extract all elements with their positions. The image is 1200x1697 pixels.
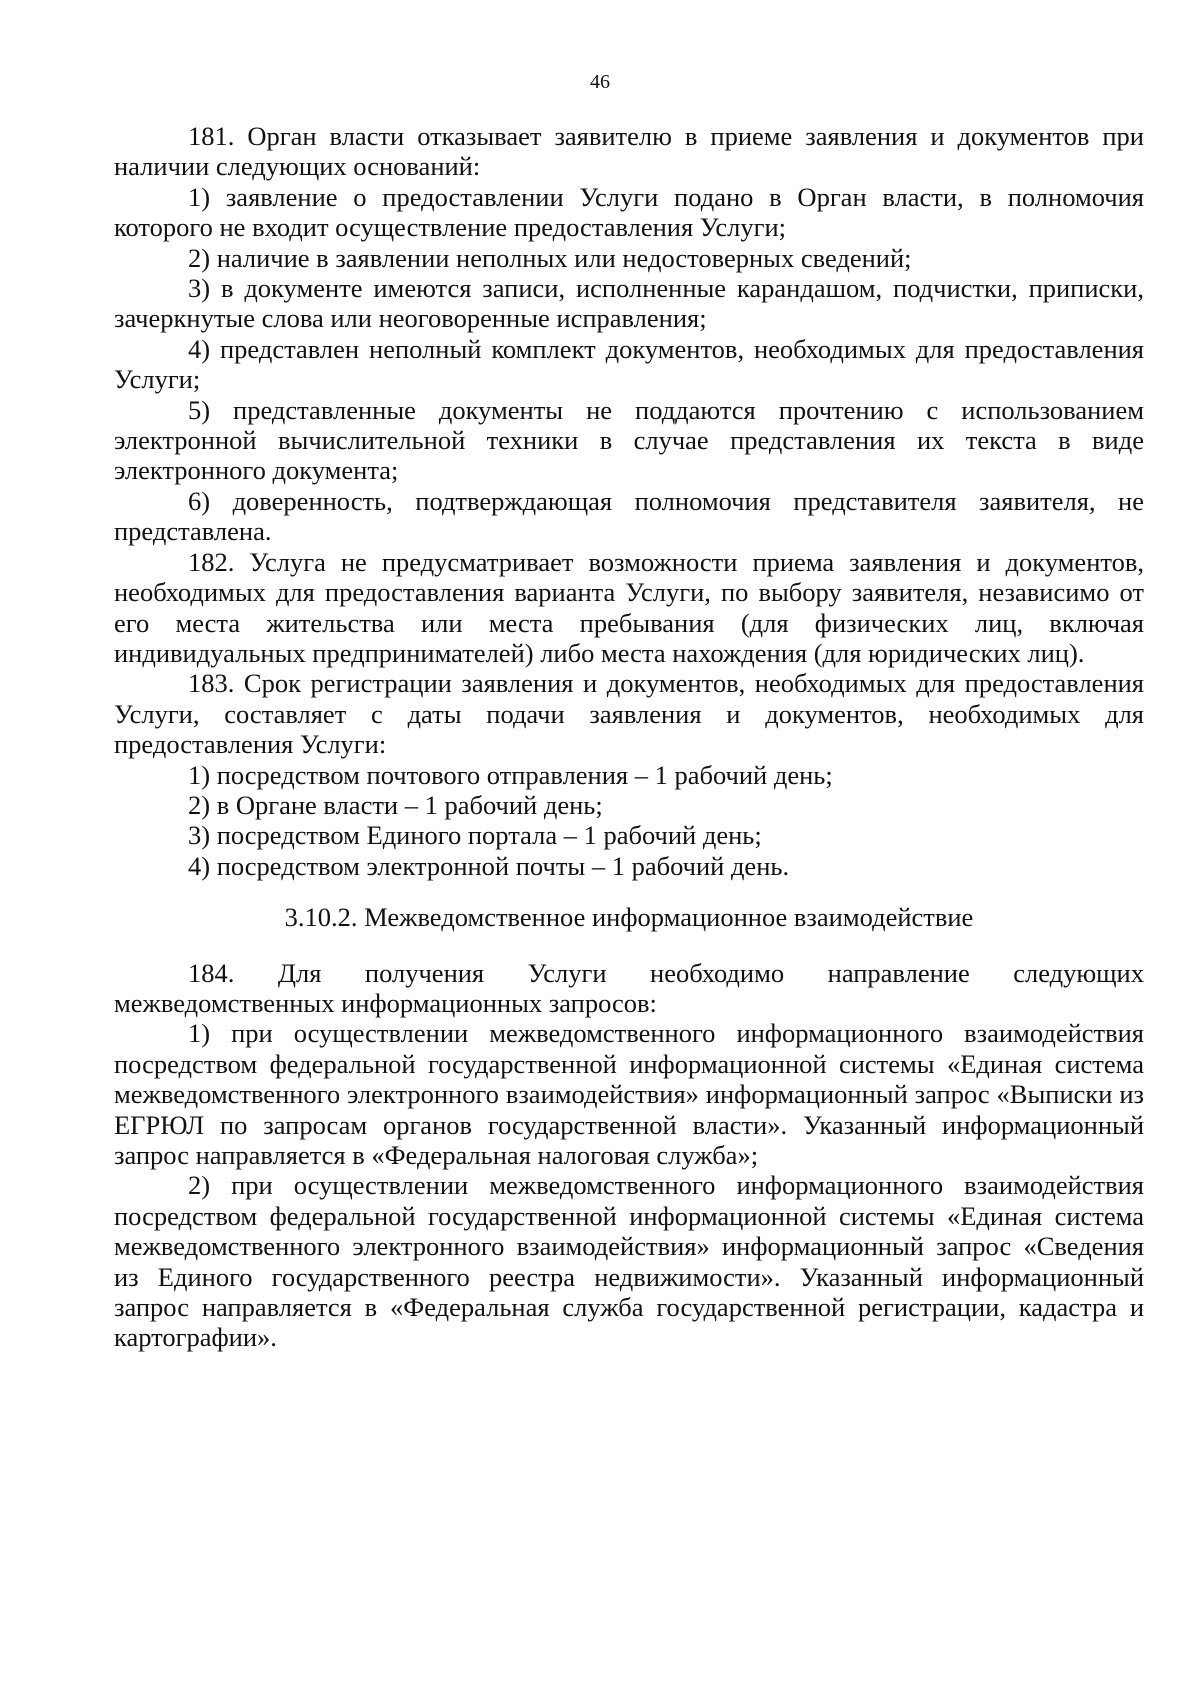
paragraph-183-item-4: 4) посредством электронной почты – 1 рабочий день. <box>188 850 790 881</box>
paragraph-181-item-6: 6) доверенность, подтверждающая полномочия представителя заявителя, не представлена. <box>114 485 1144 547</box>
paragraph-181-item-1: 1) заявление о предоставлении Услуги подано в Орган власти, в полномочия которого не входит осуществление предоставления Услуги; <box>114 181 1144 243</box>
paragraph-181: 181. Орган власти отказывает заявителю в приеме заявления и документов при наличии следующих оснований: <box>114 121 1144 182</box>
paragraph-181-item-4: 4) представлен неполный комплект документов, необходимых для предоставления Услуги; <box>114 333 1144 395</box>
paragraph-183: 183. Срок регистрации заявления и документов, необходимых для предоставления Услуги, составляет с даты подачи заявления и документов, необходимых для предоставления Услуги: <box>114 668 1144 760</box>
paragraph-184: 184. Для получения Услуги необходимо направление следующих межведомственных информационных запросов: <box>114 957 1144 1018</box>
paragraph-181-item-2: 2) наличие в заявлении неполных или недостоверных сведений; <box>188 242 912 273</box>
paragraph-183-item-1: 1) посредством почтового отправления – 1 рабочий день; <box>188 759 833 790</box>
paragraph-181-item-3: 3) в документе имеются записи, исполненные карандашом, подчистки, приписки, зачеркнутые слова или неоговоренные исправления; <box>114 273 1144 334</box>
paragraph-183-item-3: 3) посредством Единого портала – 1 рабочий день; <box>188 820 762 851</box>
document-body <box>114 121 1144 1353</box>
paragraph-182: 182. Услуга не предусматривает возможности приема заявления и документов, необходимых для предоставления варианта Услуги, по выбору заявителя, независимо от его места жительства или места пребывания (для физических лиц, включая индивидуальных предпринимателей) либо места нахождения (для юридических лиц). <box>114 546 1144 668</box>
paragraph-181-item-5: 5) представленные документы не поддаются прочтению с использованием электронной вычислительной техники в случае представления их текста в виде электронного документа; <box>114 394 1144 486</box>
paragraph-184-item-2: 2) при осуществлении межведомственного информационного взаимодействия посредством федеральной государственной информационной системы «Единая система межведомственного электронного взаимодействия» информационный запрос «Сведения из Единого государственного реестра недвижимости». Указанный информационный запрос направляется в «Федеральная служба государственной регистрации, кадастра и картографии». <box>114 1170 1144 1353</box>
paragraph-183-item-2: 2) в Органе власти – 1 рабочий день; <box>188 789 603 820</box>
paragraph-184-item-1: 1) при осуществлении межведомственного информационного взаимодействия посредством федеральной государственной информационной системы «Единая система межведомственного электронного взаимодействия» информационный запрос «Выписки из ЕГРЮЛ по запросам органов государственной власти». Указанный информационный запрос направляется в «Федеральная налоговая служба»; <box>114 1018 1144 1170</box>
page-number: 46 <box>590 71 610 93</box>
section-heading-3-10-2: 3.10.2. Межведомственное информационное взаимодействие <box>284 902 974 933</box>
